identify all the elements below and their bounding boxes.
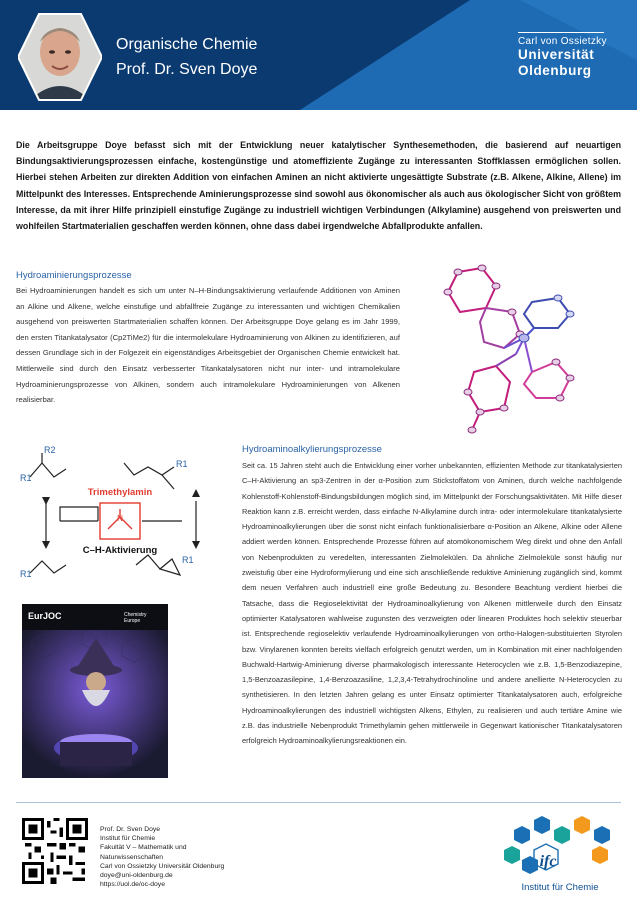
intro-paragraph: Die Arbeitsgruppe Doye befasst sich mit der Entwicklung neuer katalytischer Synthesemethoden, die basierend auf neuartigen Bindungsaktivierungsprozessen einfache, kostengünstige und atomeffiziente Zugänge zu interessanten Stoffklassen ermöglichen sollen. Hierbei stehen Arbeiten zur direkten Addition von einfachen Aminen an nicht aktivierte ungesättigte Substrate (z.B. Alkene, Alkine, Allene) im Mittelpunkt des Interesses. Entsprechende Aminierungsprozesse sind sowohl aus ökonomischer als auch aus ökologischer Sicht von größtem Interesse, da mit ihrer Hilfe prinzipiell einstufige Zugänge zu industriell wichtigen Verbindungen (Alkylamine) ausgehend von preiswerten und wohlfeilen Startmaterialien geschaffen werden können, ohne dass dabei irgendwelche Abfallprodukte anfallen. xyxy=(16,140,621,232)
scheme-r2-tl: R2 xyxy=(44,445,56,455)
footer-divider xyxy=(16,802,621,803)
logo-rule xyxy=(518,32,604,33)
logo-line2: Universität xyxy=(518,47,595,62)
crystal-structure-image xyxy=(420,262,630,442)
scheme-r1-tr: R1 xyxy=(176,459,188,469)
section-hydroaminierung-body: Bei Hydroaminierungen handelt es sich um unter N–H-Bindungsaktivierung verlaufende Additionen von Aminen an Alkine und Alkene, welche einstufige und abfallfreie Zugänge zu interessanten und wichtigen Chemikalien ausgehend von preiswerten Startmaterialien schaffen können. Der Arbeitsgruppe Doye gelang es im Jahr 1999, den ersten Titankatalysator (Cp2TiMe2) für die intermolekulare Hydroaminierung von Alkinen zu identifizieren, auf dessen Grundlage sich in der Folgezeit ein eigenständiges Arbeitsgebiet der Organischen Chemie entwickelt hat. Mittlerweile sind durch den Einsatz verbesserter Titankatalysatoren nicht nur inter- und intramolekulare Hydroaminierungsprozesse von Alkinen, sondern auch intramolekulare Hydroaminierungen von Alkenen realisierbar. xyxy=(16,286,400,405)
ifc-logo-abbr: ifc xyxy=(539,853,557,870)
contact-email-link[interactable]: doye@uni-oldenburg.de xyxy=(100,872,173,880)
contact-block xyxy=(100,825,224,889)
portrait-photo xyxy=(18,12,102,102)
qr-code[interactable] xyxy=(22,818,88,884)
header-title-name: Prof. Dr. Sven Doye xyxy=(116,61,258,78)
header-banner xyxy=(0,0,637,110)
logo-line1: Carl von Ossietzky xyxy=(518,36,607,47)
cover-journal-title: EurJOC xyxy=(28,611,62,621)
scheme-r1-bl: R1 xyxy=(20,569,32,579)
scheme-tl-chain xyxy=(30,463,66,477)
scheme-center-n: N xyxy=(117,514,123,523)
cover-illustration xyxy=(22,630,168,778)
scheme-r1-tl: R1 xyxy=(20,473,32,483)
scheme-r1-br: R1 xyxy=(182,555,194,565)
contact-url-link[interactable]: https://uol.de/oc-doye xyxy=(100,881,165,889)
contact-faculty: Fakultät V – Mathematik und xyxy=(100,844,187,852)
ifc-logo xyxy=(500,816,620,894)
contact-name: Prof. Dr. Sven Doye xyxy=(100,826,161,833)
ring-3 xyxy=(524,298,570,328)
contact-institute: Institut für Chemie xyxy=(100,835,156,843)
contact-university: Carl von Ossietzky Universität Oldenburg xyxy=(100,862,225,870)
logo-line3: Oldenburg xyxy=(518,63,592,78)
reaction-scheme xyxy=(16,445,224,595)
section-hydroaminoalkylierung-body: Seit ca. 15 Jahren steht auch die Entwicklung einer vorher unbekannten, effizienten Methode zur titankatalysierten C–H-Aktivierung an sp3-Zentren in der α-Position zum Stickstoffatom von Aminen, durch welche nachfolgende Kohlenstoff-Kohlenstoff-Bindungsbildungen möglich sind, im Mittelpunkt der Forschungsaktivitäten. Mit Hilfe dieser Reaktion kann z.B. erreicht werden, dass einfache N-Alkylamine durch intra- oder intermolekulare titankatalysierte Hydroaminoalkylierungen über die sonst nicht einfach funktionalisierbare α-Position an Alkene, Alkine oder Allene addiert werden können. Entsprechende Prozesse führen auf atomökonomischem Weg direkt und ohne den Anfall von Nebenprodukten zu veredelten, interessanten Zielmolekülen. Da ähnliche Zielmoleküle sonst häufig nur zweistufig über eine Hydroformylierung und eine sich anschließende reduktive Aminierung zugänglich sind, kommt dem neuen Verfahren auch industriell eine große Bedeutung zu. Besondere Beachtung verdient hierbei die Tatsache, dass die Regioselektivität der Hydroaminoalkylierung von Alkenen mittlerweile durch den Einsatz optimierter Katalysatoren wahlweise zugunsten des verzweigten oder linearen Produktes hoch selektiv steuerbar ist. Entsprechende regioselektiv verlaufende Hydroaminoalkylierungen von ortho-Halogen-substituierten Styrolen bzw. Vinylarenen konnten bereits vielfach erfolgreich genutzt werden, um in Kombination mit einer nachfolgenden Buchwald-Hartwig-Aminierung diverse pharmakologisch interessante Heterocyclen wie z.B. 1,5-Benzodiazepine, 1,5-Benzoazasilepine, 1,4-Benzoazasiline, 1,2,3,4-Tetrahydrochinoline und andere anellierte N-Heterocyclen zu synthetisieren. In den letzten Jahren gelang es unter Einsatz optimierter Titankatalysatoren auch, erfolgreiche Hydroaminoalkylierungen des industriell wichtigsten Alkens, Ethylen, zu realisieren und auch tertiäre Amine wie z.B. das industrielle Nebenprodukt Trimethylamin gehen mittlerweile in Gegenwart kationischer Titankatalysatoren erfolgreich Hydroaminoalkylierungsreaktionen ein. xyxy=(242,461,622,746)
scheme-label-trimethylamin: Trimethylamin xyxy=(87,487,153,498)
scheme-label-ch-activation: C–H-Aktivierung xyxy=(82,545,158,556)
section-hydroaminierung-title: Hydroaminierungsprozesse xyxy=(16,270,132,281)
contact-faculty-cont: Naturwissenschaften xyxy=(100,853,164,861)
university-logo xyxy=(518,32,607,79)
journal-cover-image xyxy=(22,604,168,778)
ifc-logo-name: Institut für Chemie xyxy=(521,882,599,893)
section-hydroaminoalkylierung-title: Hydroaminoalkylierungsprozesse xyxy=(242,444,382,455)
header-title-group: Organische Chemie xyxy=(116,36,258,53)
cover-publisher: Chemistry Europe xyxy=(124,612,147,624)
